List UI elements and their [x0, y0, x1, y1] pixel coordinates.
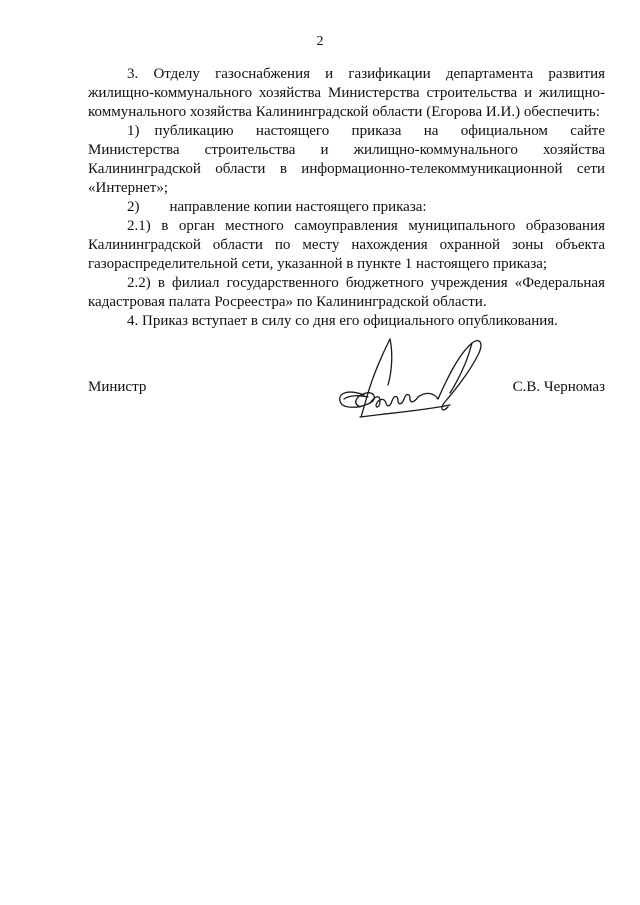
paragraph-item-3-1: 1) публикацию настоящего приказа на официальном сайте Министерства строительства и жилищно-коммунального хозяйства Калининградской области в информационно-телекоммуникационной сети «Интернет»;	[88, 123, 605, 196]
handwritten-signature	[330, 333, 490, 428]
paragraph-item-4: 4. Приказ вступает в силу со дня его официального опубликования.	[127, 313, 558, 329]
signatory-title: Министр	[88, 379, 147, 395]
paragraph-item-3-2-2: 2.2) в филиал государственного бюджетного учреждения «Федеральная кадастровая палата Росреестра» по Калининградской области.	[88, 275, 605, 310]
paragraph-item-3-2: 2) направление копии настоящего приказа:	[127, 199, 427, 215]
paragraph-item-3: 3. Отделу газоснабжения и газификации департамента развития жилищно-коммунального хозяйства Министерства строительства и жилищно-коммунального хозяйства Калининградской области (Егорова И.И.) обеспечить:	[88, 66, 605, 120]
paragraph-item-3-2-1: 2.1) в орган местного самоуправления муниципального образования Калининградской области по месту нахождения охранной зоны объекта газораспределительной сети, указанной в пункте 1 настоящего приказа;	[88, 218, 605, 272]
document-body	[88, 65, 605, 331]
page-number: 2	[316, 34, 324, 49]
signatory-name: С.В. Черномаз	[512, 379, 605, 395]
